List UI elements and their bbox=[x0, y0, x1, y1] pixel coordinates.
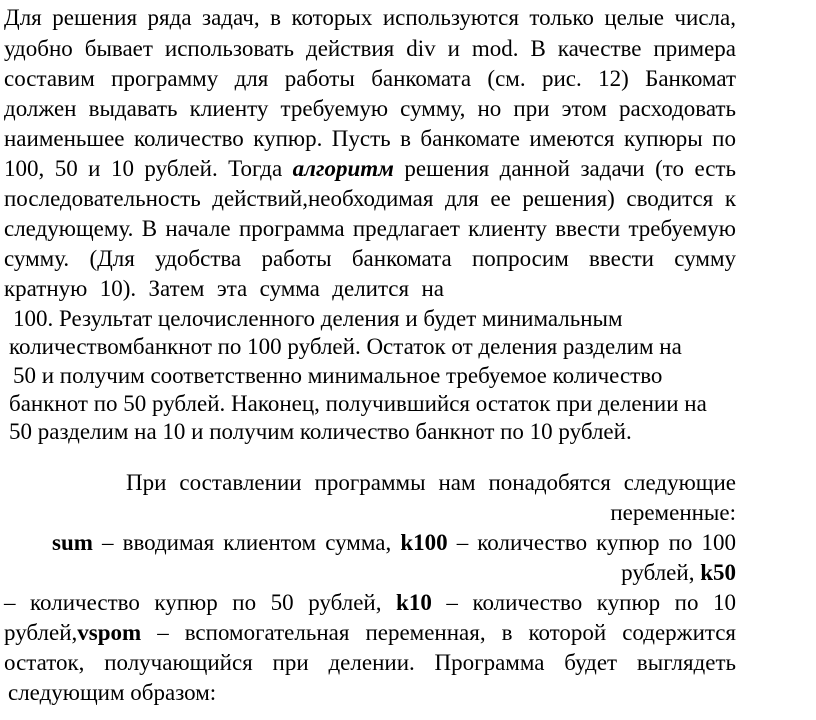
text-line: банкнот по 50 рублей. Наконец, получившийся остаток при делении на bbox=[9, 391, 707, 416]
variable-vspom: vspom bbox=[77, 620, 142, 645]
text-line bbox=[4, 621, 736, 644]
text-line: 50 и получим соответственно минимальное требуемое количество bbox=[13, 363, 663, 388]
text-line: кратную 10). Затем эта сумма делится на bbox=[4, 276, 444, 301]
text-line bbox=[4, 157, 736, 180]
text-line: 100. Результат целочисленного деления и будет минимальным bbox=[13, 306, 623, 331]
variable-k100: k100 bbox=[400, 530, 448, 555]
text-line: составим программу для работы банкомата (см. рис. 12) Банкомат bbox=[4, 66, 736, 91]
text-line: количествомбанкнот по 100 рублей. Остаток от деления разделим на bbox=[9, 334, 682, 359]
variable-sum: sum bbox=[52, 530, 93, 555]
text-segment: 100, 50 и 10 рублей. Тогда bbox=[4, 156, 283, 181]
text-segment: рублей, bbox=[4, 620, 78, 645]
text-segment: – вводимая клиентом сумма, bbox=[92, 530, 401, 555]
text-line: остаток, получающийся при делении. Программа будет выглядеть bbox=[4, 650, 736, 675]
emphasized-term: алгоритм bbox=[292, 156, 394, 181]
text-line: 50 разделим на 10 и получим количество банкнот по 10 рублей. bbox=[9, 419, 632, 444]
text-line: переменные: bbox=[610, 500, 736, 525]
text-line: должен выдавать клиенту требуемую сумму, но при этом расходовать bbox=[4, 96, 736, 121]
text-line: При составлении программы нам понадобятся следующие bbox=[126, 470, 736, 495]
text-segment: рублей, bbox=[621, 560, 701, 585]
text-line: следующим образом: bbox=[8, 680, 217, 705]
text-line bbox=[52, 531, 736, 554]
text-segment: – количество купюр по 100 bbox=[447, 530, 737, 555]
text-segment: – количество купюр по 10 bbox=[446, 590, 737, 615]
variable-k10: k10 bbox=[396, 590, 432, 615]
text-line: удобно бывает использовать действия div и mod. В качестве примера bbox=[4, 36, 736, 61]
text-line: последовательность действий,необходимая для ее решения) сводится к bbox=[4, 186, 736, 211]
text-segment: – количество купюр по 50 рублей, bbox=[4, 590, 382, 615]
text-line: наименьшее количество купюр. Пусть в банкомате имеются купюры по bbox=[4, 126, 736, 151]
text-line bbox=[4, 591, 736, 614]
text-segment: – вспомогательная переменная, в которой содержится bbox=[157, 620, 736, 645]
text-line bbox=[400, 561, 736, 584]
variable-k50: k50 bbox=[700, 560, 736, 585]
text-line: Для решения ряда задач, в которых используются только целые числа, bbox=[4, 5, 736, 30]
text-segment: решения данной задачи (то есть bbox=[404, 156, 736, 181]
text-line: следующему. В начале программа предлагает клиенту ввести требуемую bbox=[4, 216, 736, 241]
text-line: сумму. (Для удобства работы банкомата попросим ввести сумму bbox=[4, 246, 736, 271]
